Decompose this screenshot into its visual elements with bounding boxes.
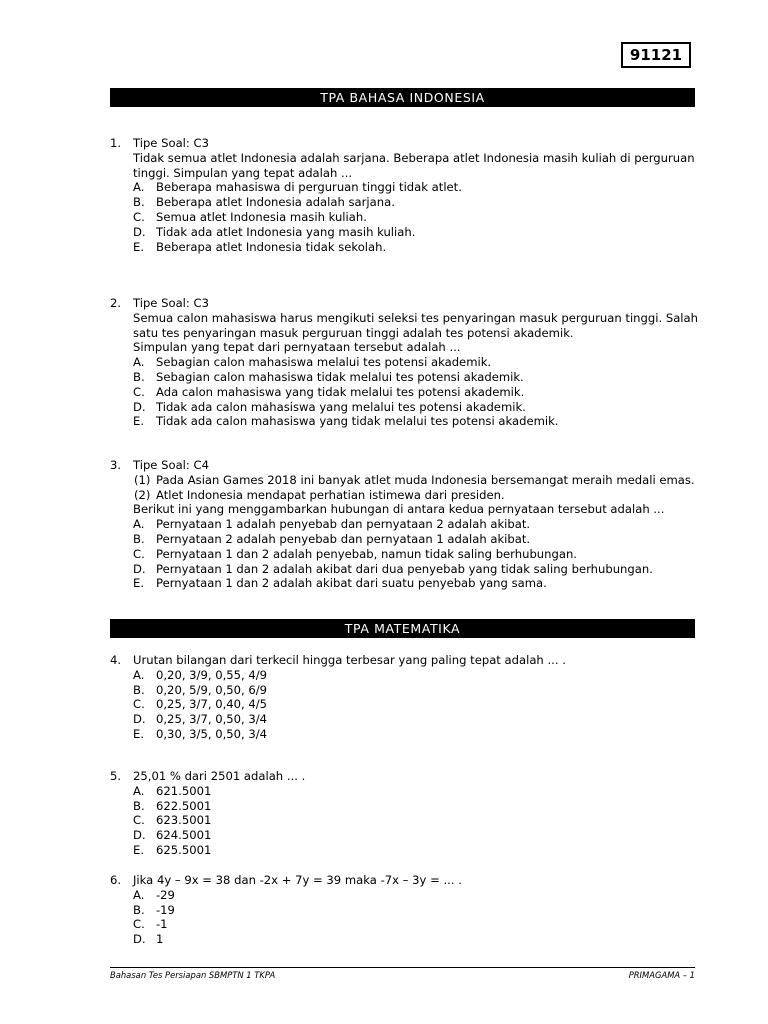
option-text: Pernyataan 2 adalah penyebab dan pernyataan 1 adalah akibat. bbox=[156, 531, 531, 546]
option-c bbox=[133, 210, 700, 225]
question-6 bbox=[110, 873, 700, 947]
question-text-line: Tidak semua atlet Indonesia adalah sarjana. Beberapa atlet Indonesia masih kuliah di perguruan bbox=[133, 150, 695, 165]
question-4 bbox=[110, 653, 700, 742]
option-text: Ada calon mahasiswa yang tidak melalui tes potensi akademik. bbox=[156, 384, 525, 399]
option-text: Pernyataan 1 dan 2 adalah akibat dari dua penyebab yang tidak saling berhubungan. bbox=[156, 561, 653, 576]
option-letter: E. bbox=[133, 842, 145, 857]
option-text: 1 bbox=[156, 932, 164, 947]
option-text: Tidak ada calon mahasiswa yang tidak melalui tes potensi akademik. bbox=[156, 414, 559, 429]
option-b bbox=[133, 370, 700, 385]
option-text: 622.5001 bbox=[156, 798, 212, 813]
section-header-matematika: TPA MATEMATIKA bbox=[110, 619, 695, 638]
option-a bbox=[133, 355, 700, 370]
premise-1 bbox=[133, 473, 700, 488]
footer-page-number: PRIMAGAMA – 1 bbox=[628, 970, 695, 980]
option-text: 0,30, 3/5, 0,50, 3/4 bbox=[156, 726, 268, 741]
option-d bbox=[133, 932, 700, 947]
option-c bbox=[133, 385, 700, 400]
option-e bbox=[133, 414, 700, 429]
answer-options bbox=[133, 355, 700, 429]
question-text-line: satu tes penyaringan masuk perguruan tinggi adalah tes potensi akademik. bbox=[133, 325, 574, 340]
option-text: Sebagian calon mahasiswa melalui tes potensi akademik. bbox=[156, 355, 492, 370]
question-number: 2. bbox=[110, 296, 122, 310]
question-number: 4. bbox=[110, 653, 122, 667]
question-text-line: Simpulan yang tepat dari pernyataan tersebut adalah ... bbox=[133, 340, 461, 355]
question-number: 5. bbox=[110, 769, 122, 783]
question-3 bbox=[110, 458, 700, 591]
option-d bbox=[133, 400, 700, 415]
option-letter: A. bbox=[133, 355, 145, 370]
option-text: 0,25, 3/7, 0,40, 4/5 bbox=[156, 697, 268, 712]
option-d bbox=[133, 562, 700, 577]
option-d bbox=[133, 828, 700, 843]
option-text: 0,25, 3/7, 0,50, 3/4 bbox=[156, 712, 268, 727]
option-text: 624.5001 bbox=[156, 828, 212, 843]
option-b bbox=[133, 799, 700, 814]
option-letter: B. bbox=[133, 195, 145, 210]
option-text: 623.5001 bbox=[156, 813, 212, 828]
footer-divider bbox=[110, 967, 695, 968]
premise-text: Pada Asian Games 2018 ini banyak atlet muda Indonesia bersemangat meraih medali emas. bbox=[156, 472, 695, 487]
option-letter: A. bbox=[133, 517, 145, 532]
option-a bbox=[133, 180, 700, 195]
option-letter: B. bbox=[133, 369, 145, 384]
option-text: Pernyataan 1 adalah penyebab dan pernyataan 2 adalah akibat. bbox=[156, 517, 531, 532]
question-number: 1. bbox=[110, 136, 122, 150]
option-letter: D. bbox=[133, 932, 146, 947]
answer-options bbox=[133, 888, 700, 947]
option-text: -1 bbox=[156, 917, 168, 932]
option-letter: B. bbox=[133, 531, 145, 546]
question-text-line: Jika 4y – 9x = 38 dan -2x + 7y = 39 maka -7x – 3y = ... . bbox=[133, 873, 462, 887]
option-d bbox=[133, 712, 700, 727]
question-1 bbox=[110, 136, 700, 254]
option-letter: A. bbox=[133, 667, 145, 682]
answer-options bbox=[133, 517, 700, 591]
option-letter: D. bbox=[133, 561, 146, 576]
option-letter: A. bbox=[133, 180, 145, 195]
option-a bbox=[133, 888, 700, 903]
option-text: Pernyataan 1 dan 2 adalah penyebab, namun tidak saling berhubungan. bbox=[156, 546, 577, 561]
premise-number: (1) bbox=[134, 472, 151, 487]
option-b bbox=[133, 683, 700, 698]
option-text: -19 bbox=[156, 902, 175, 917]
option-letter: A. bbox=[133, 783, 145, 798]
option-b bbox=[133, 532, 700, 547]
option-e bbox=[133, 576, 700, 591]
option-text: 0,20, 3/9, 0,55, 4/9 bbox=[156, 667, 268, 682]
option-letter: E. bbox=[133, 239, 145, 254]
option-c bbox=[133, 917, 700, 932]
question-5 bbox=[110, 769, 700, 858]
option-letter: D. bbox=[133, 399, 146, 414]
option-letter: B. bbox=[133, 798, 145, 813]
option-a bbox=[133, 517, 700, 532]
option-a bbox=[133, 668, 700, 683]
option-text: 621.5001 bbox=[156, 783, 212, 798]
option-text: Beberapa mahasiswa di perguruan tinggi tidak atlet. bbox=[156, 180, 462, 195]
option-letter: D. bbox=[133, 712, 146, 727]
premise-number: (2) bbox=[134, 487, 151, 502]
option-letter: E. bbox=[133, 726, 145, 741]
option-e bbox=[133, 843, 700, 858]
question-prompt: Berikut ini yang menggambarkan hubungan di antara kedua pernyataan tersebut adalah ... bbox=[133, 502, 665, 517]
question-text-line: Semua calon mahasiswa harus mengikuti seleksi tes penyaringan masuk perguruan tinggi. Salah bbox=[133, 310, 698, 325]
premise-2 bbox=[133, 488, 700, 503]
question-text-line: 25,01 % dari 2501 adalah ... . bbox=[133, 769, 306, 783]
option-letter: C. bbox=[133, 917, 145, 932]
option-d bbox=[133, 225, 700, 240]
option-c bbox=[133, 697, 700, 712]
option-text: Tidak ada calon mahasiswa yang melalui tes potensi akademik. bbox=[156, 399, 526, 414]
option-letter: C. bbox=[133, 697, 145, 712]
option-letter: C. bbox=[133, 546, 145, 561]
option-letter: E. bbox=[133, 576, 145, 591]
option-letter: D. bbox=[133, 224, 146, 239]
answer-options bbox=[133, 180, 700, 254]
footer-title: Bahasan Tes Persiapan SBMPTN 1 TKPA bbox=[110, 970, 276, 980]
option-text: Beberapa atlet Indonesia adalah sarjana. bbox=[156, 195, 395, 210]
option-e bbox=[133, 727, 700, 742]
option-c bbox=[133, 547, 700, 562]
answer-options bbox=[133, 668, 700, 742]
question-type: Tipe Soal: C4 bbox=[133, 458, 209, 472]
option-e bbox=[133, 240, 700, 255]
option-c bbox=[133, 813, 700, 828]
question-text-line: tinggi. Simpulan yang tepat adalah ... bbox=[133, 165, 353, 180]
option-letter: E. bbox=[133, 414, 145, 429]
option-letter: C. bbox=[133, 384, 145, 399]
option-letter: C. bbox=[133, 209, 145, 224]
option-b bbox=[133, 903, 700, 918]
premise-text: Atlet Indonesia mendapat perhatian istimewa dari presiden. bbox=[156, 487, 505, 502]
question-2 bbox=[110, 296, 700, 429]
question-text-line: Urutan bilangan dari terkecil hingga terbesar yang paling tepat adalah ... . bbox=[133, 653, 566, 667]
option-text: -29 bbox=[156, 887, 175, 902]
option-text: Sebagian calon mahasiswa tidak melalui tes potensi akademik. bbox=[156, 369, 524, 384]
option-text: Tidak ada atlet Indonesia yang masih kuliah. bbox=[156, 224, 416, 239]
option-text: Semua atlet Indonesia masih kuliah. bbox=[156, 209, 367, 224]
question-number: 3. bbox=[110, 458, 122, 472]
option-letter: B. bbox=[133, 682, 145, 697]
option-letter: D. bbox=[133, 828, 146, 843]
question-type: Tipe Soal: C3 bbox=[133, 296, 209, 310]
option-text: Beberapa atlet Indonesia tidak sekolah. bbox=[156, 239, 387, 254]
option-letter: B. bbox=[133, 902, 145, 917]
question-number: 6. bbox=[110, 873, 122, 887]
option-text: 625.5001 bbox=[156, 842, 212, 857]
section-header-bahasa-indonesia: TPA BAHASA INDONESIA bbox=[110, 88, 695, 107]
document-code-box: 91121 bbox=[621, 42, 691, 68]
answer-options bbox=[133, 784, 700, 858]
option-text: 0,20, 5/9, 0,50, 6/9 bbox=[156, 682, 268, 697]
option-a bbox=[133, 784, 700, 799]
option-letter: A. bbox=[133, 887, 145, 902]
option-text: Pernyataan 1 dan 2 adalah akibat dari suatu penyebab yang sama. bbox=[156, 576, 547, 591]
question-type: Tipe Soal: C3 bbox=[133, 136, 209, 150]
option-letter: C. bbox=[133, 813, 145, 828]
option-b bbox=[133, 195, 700, 210]
